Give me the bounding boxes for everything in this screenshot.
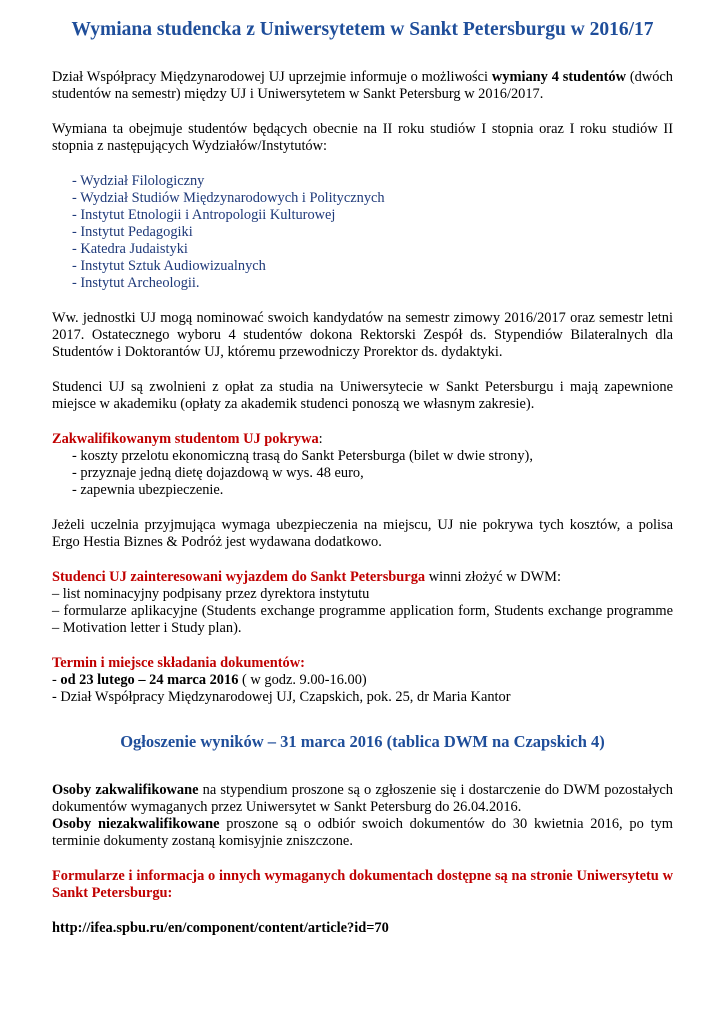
list-item: - koszty przelotu ekonomiczną trasą do Sankt Petersburga (bilet w dwie strony), — [72, 448, 533, 464]
eligibility-paragraph: Wymiana ta obejmuje studentów będących obecnie na II roku studiów I stopnia oraz I roku studiów II stopnia z następujących Wydziałów/Instytutów: — [52, 121, 673, 154]
intro-highlight: wymiany 4 studentów — [491, 69, 626, 85]
deadline-hours: ( w godz. 9.00-16.00) — [238, 672, 367, 688]
not-qualified-paragraph — [52, 816, 673, 850]
fees-paragraph: Studenci UJ są zwolnieni z opłat za studia na Uniwersytecie w Sankt Petersburgu i mają zapewnione miejsce w akademiku (opłaty za akademik studenci ponoszą we własnym zakresie). — [52, 379, 673, 412]
deadline-heading-text: Termin i miejsce składania dokumentów: — [52, 655, 305, 671]
not-qualified-label: Osoby niezakwalifikowane — [52, 816, 220, 832]
list-item: - przyznaje jedną dietę dojazdową w wys. 48 euro, — [72, 465, 364, 481]
insurance-paragraph: Jeżeli uczelnia przyjmująca wymaga ubezpieczenia na miejscu, UJ nie pokrywa tych kosztów, a polisa Ergo Hestia Biznes & Podróż jest wydawana dodatkowo. — [52, 517, 673, 550]
list-item: - Instytut Pedagogiki — [72, 224, 193, 240]
deadline-date-range: od 23 lutego – 24 marca 2016 — [60, 672, 239, 688]
covers-heading-text: Zakwalifikowanym studentom UJ pokrywa — [52, 431, 319, 447]
list-item: - Wydział Filologiczny — [72, 173, 205, 189]
covers-list — [52, 448, 673, 499]
list-item: - Instytut Sztuk Audiowizualnych — [72, 258, 266, 274]
apply-heading-rest: winni złożyć w DWM: — [425, 569, 561, 585]
university-link[interactable]: http://ifea.spbu.ru/en/component/content/article?id=70 — [52, 920, 389, 936]
apply-line-1: – list nominacyjny podpisany przez dyrektora instytutu — [52, 586, 370, 602]
list-item: - Wydział Studiów Międzynarodowych i Politycznych — [72, 190, 385, 206]
qualified-label: Osoby zakwalifikowane — [52, 782, 199, 798]
apply-heading-text: Studenci UJ zainteresowani wyjazdem do Sankt Petersburga — [52, 569, 426, 585]
deadline-heading — [52, 655, 673, 672]
intro-paragraph — [52, 69, 673, 103]
not-qualified-text: proszone są o odbiór swoich dokumentów do 30 kwietnia 2016, po tym terminie dokumenty zostaną komisyjnie zniszczone. — [52, 816, 673, 849]
list-item: - Instytut Archeologii. — [72, 275, 200, 291]
intro-text: Dział Współpracy Międzynarodowej UJ uprzejmie informuje o możliwości — [52, 69, 492, 85]
qualified-text: na stypendium proszone są o zgłoszenie się i dostarczenie do DWM pozostałych dokumentów wymaganych przez Uniwersytet w Sankt Petersburg do 26.04.2016. — [52, 782, 673, 815]
deadline-prefix: - — [52, 672, 61, 688]
qualified-paragraph — [52, 782, 673, 816]
intro-text-end: (dwóch studentów na semestr) między UJ i Uniwersytetem w Sankt Petersburg w 2016/2017. — [52, 69, 673, 102]
list-item: - zapewnia ubezpieczenie. — [72, 482, 224, 498]
list-item: - Instytut Etnologii i Antropologii Kulturowej — [72, 207, 336, 223]
units-list — [52, 173, 673, 292]
list-item: - Katedra Judaistyki — [72, 241, 188, 257]
forms-note: Formularze i informacja o innych wymaganych dokumentach dostępne są na stronie Uniwersytetu w Sankt Petersburgu: — [52, 868, 673, 901]
covers-heading — [52, 431, 673, 448]
covers-colon: : — [318, 431, 323, 447]
nomination-paragraph: Ww. jednostki UJ mogą nominować swoich kandydatów na semestr zimowy 2016/2017 oraz semestr letni 2017. Ostatecznego wyboru 4 studentów dokona Rektorski Zespół ds. Stypendiów Bilateralnych dla Studentów i Doktorantów UJ, któremu przewodniczy Prorektor ds. dydaktyki. — [52, 310, 673, 360]
page-title: Wymiana studencka z Uniwersytetem w Sankt Petersburgu w 2016/17 — [71, 19, 654, 40]
results-heading: Ogłoszenie wyników – 31 marca 2016 (tablica DWM na Czapskich 4) — [120, 732, 605, 751]
deadline-dates — [52, 672, 673, 689]
apply-heading — [52, 569, 673, 586]
apply-line-2: – formularze aplikacyjne (Students exchange programme application form, Students exchange programme – Motivation letter i Study plan). — [52, 603, 673, 636]
deadline-place: - Dział Współpracy Międzynarodowej UJ, Czapskich, pok. 25, dr Maria Kantor — [52, 689, 511, 705]
